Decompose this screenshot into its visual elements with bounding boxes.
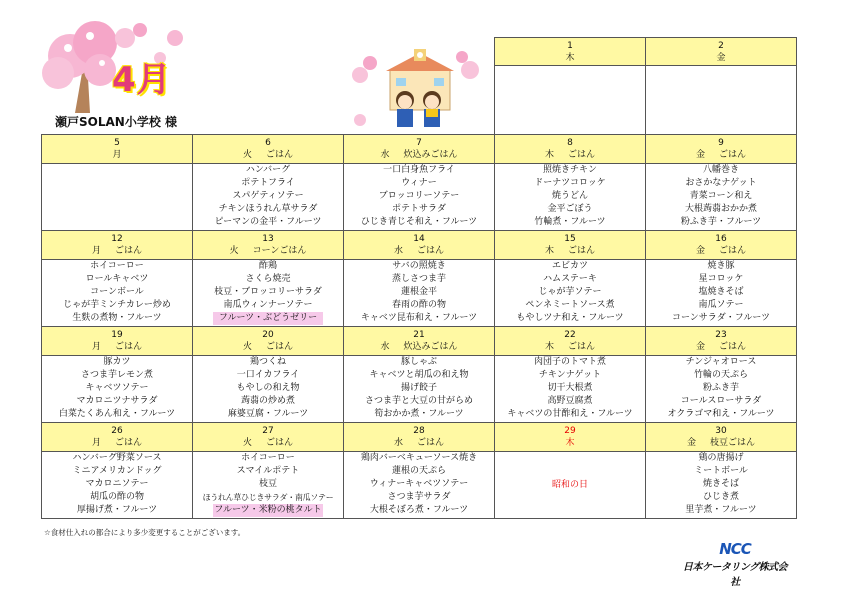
day-number: 23 bbox=[715, 330, 727, 340]
menu-item: ミートボール bbox=[694, 466, 748, 476]
weekday: 月 bbox=[91, 342, 101, 352]
menu-item: ドーナツコロッケ bbox=[534, 178, 606, 188]
day-number: 2 bbox=[718, 41, 724, 51]
rice-label: コーンごはん bbox=[252, 246, 307, 256]
menu-item: 胡瓜の酢の物 bbox=[89, 492, 144, 502]
menu-item: 豚カツ bbox=[103, 357, 131, 367]
company-name: 日本ケータリング株式会社 bbox=[682, 562, 788, 588]
menu-item: チキンほうれん草サラダ bbox=[218, 204, 318, 214]
weekday: 木 bbox=[544, 342, 554, 352]
day-number: 12 bbox=[111, 234, 123, 244]
menu-item: さつま芋サラダ bbox=[387, 492, 451, 502]
menu-item: さつま芋レモン煮 bbox=[80, 370, 153, 380]
footnote: ☆食材仕入れの都合により多少変更することがございます。 bbox=[44, 528, 246, 537]
weekday: 金 bbox=[695, 150, 705, 160]
menu-item: 切干大根煮 bbox=[547, 383, 593, 393]
menu-item: コーンボール bbox=[90, 287, 144, 297]
day-number: 19 bbox=[111, 330, 123, 340]
menu-item: 白菜たくあん和え・フルーツ bbox=[58, 409, 176, 419]
empty-cell bbox=[42, 66, 193, 135]
menu-item: オクラゴマ和え・フルーツ bbox=[667, 409, 775, 419]
rice-label: 炊込みごはん bbox=[403, 150, 458, 160]
day-header bbox=[193, 423, 344, 452]
day-header bbox=[344, 423, 495, 452]
menu-item: 揚げ餃子 bbox=[400, 383, 437, 393]
day-header bbox=[193, 231, 344, 260]
menu-item: 蒸しさつま芋 bbox=[391, 274, 446, 284]
menu-item: ポテトフライ bbox=[241, 178, 295, 188]
menu-item: 枝豆・ブロッコリーサラダ bbox=[214, 287, 322, 297]
menu-item: チキンナゲット bbox=[538, 370, 602, 380]
rice-label: ごはん bbox=[719, 342, 747, 352]
menu-item: 星コロッケ bbox=[698, 274, 744, 284]
day-header bbox=[344, 135, 495, 164]
menu-item: さくら焼売 bbox=[245, 274, 291, 284]
menu-item: 筍おかか煮・フルーツ bbox=[374, 409, 464, 419]
menu-item: 照焼きチキン bbox=[543, 165, 597, 175]
menu-item: ハンバーグ bbox=[245, 165, 291, 175]
menu-item: 金平ごぼう bbox=[547, 204, 593, 214]
menu-item: スパゲティソテー bbox=[232, 191, 304, 201]
menu-item: 八幡巻き bbox=[702, 165, 739, 175]
menu-item: ハンバーグ野菜ソース bbox=[72, 453, 162, 463]
day-header bbox=[193, 327, 344, 356]
menu-cell bbox=[193, 260, 344, 327]
menu-item: ほうれん草ひじきサラダ・南瓜ソテー bbox=[202, 493, 334, 502]
menu-cell bbox=[495, 164, 646, 231]
menu-item: 酢鶏 bbox=[258, 261, 277, 271]
menu-item: 鶏つくね bbox=[249, 357, 286, 367]
day-number: 30 bbox=[715, 426, 727, 436]
menu-item: ひじき煮 bbox=[702, 492, 739, 502]
day-number: 14 bbox=[413, 234, 425, 244]
menu-item: 肉団子のトマト煮 bbox=[533, 357, 606, 367]
rice-label: 枝豆ごはん bbox=[710, 438, 756, 448]
weekday: 金 bbox=[695, 246, 705, 256]
menu-item: ホイコーロー bbox=[90, 261, 144, 271]
menu-cell bbox=[646, 164, 797, 231]
day-number: 28 bbox=[413, 426, 425, 436]
day-number: 20 bbox=[262, 330, 274, 340]
menu-item: もやしツナ和え・フルーツ bbox=[516, 313, 624, 323]
menu-item: 麻婆豆腐・フルーツ bbox=[227, 409, 309, 419]
menu-item: 大根そぼろ煮・フルーツ bbox=[369, 505, 469, 515]
menu-item: マカロニソテー bbox=[85, 479, 149, 489]
rice-label: ごはん bbox=[115, 438, 143, 448]
menu-item: 高野豆腐煮 bbox=[547, 396, 593, 406]
menu-item: 一口白身魚フライ bbox=[383, 165, 455, 175]
weekday: 金 bbox=[716, 53, 726, 63]
menu-cell bbox=[646, 452, 797, 519]
day-header bbox=[42, 231, 193, 260]
menu-cell bbox=[344, 260, 495, 327]
day-header bbox=[344, 231, 495, 260]
menu-item: 豚しゃぶ bbox=[400, 357, 437, 367]
company-logo bbox=[680, 540, 790, 588]
menu-cell bbox=[495, 452, 646, 519]
weekday: 金 bbox=[695, 342, 705, 352]
day-header bbox=[646, 423, 797, 452]
menu-item: キャベツと胡瓜の和え物 bbox=[369, 370, 469, 380]
menu-item: 枝豆 bbox=[258, 479, 277, 489]
menu-item: スマイルポテト bbox=[236, 466, 300, 476]
weekday: 火 bbox=[229, 246, 239, 256]
day-number: 6 bbox=[265, 138, 271, 148]
lunch-calendar bbox=[41, 37, 797, 519]
menu-cell bbox=[344, 356, 495, 423]
day-header bbox=[42, 423, 193, 452]
menu-item: 鶏肉バーベキューソース焼き bbox=[360, 453, 478, 463]
menu-item: ポテトサラダ bbox=[392, 204, 446, 214]
day-header bbox=[495, 423, 646, 452]
day-header bbox=[42, 135, 193, 164]
day-number: 15 bbox=[564, 234, 576, 244]
menu-item: 春雨の酢の物 bbox=[391, 300, 446, 310]
menu-item: 厚揚げ煮・フルーツ bbox=[76, 505, 158, 515]
weekday: 水 bbox=[393, 438, 403, 448]
menu-item: ミニアメリカンドッグ bbox=[72, 466, 162, 476]
menu-item: ピーマンの金平・フルーツ bbox=[214, 217, 322, 227]
day-number: 7 bbox=[416, 138, 422, 148]
menu-item: 蓮根の天ぷら bbox=[391, 466, 446, 476]
day-number: 13 bbox=[262, 234, 274, 244]
menu-item: キャベツ昆布和え・フルーツ bbox=[360, 313, 478, 323]
menu-item: 南瓜ウィンナーソテー bbox=[223, 300, 313, 310]
empty-cell bbox=[42, 38, 193, 66]
menu-item: 鶏の唐揚げ bbox=[698, 453, 744, 463]
day-number: 1 bbox=[567, 41, 573, 51]
day-header bbox=[495, 135, 646, 164]
day-header bbox=[495, 231, 646, 260]
menu-cell bbox=[646, 356, 797, 423]
menu-item: 粉ふき芋 bbox=[702, 383, 739, 393]
menu-cell bbox=[42, 452, 193, 519]
menu-item: 南瓜ソテー bbox=[698, 300, 744, 310]
rice-label: ごはん bbox=[115, 246, 143, 256]
weekday: 水 bbox=[380, 150, 390, 160]
company-logo-mark: NCC bbox=[719, 540, 751, 558]
menu-cell-empty bbox=[495, 66, 646, 135]
weekday: 金 bbox=[686, 438, 696, 448]
rice-label: ごはん bbox=[568, 150, 596, 160]
rice-label: ごはん bbox=[568, 246, 596, 256]
rice-label: ごはん bbox=[417, 246, 445, 256]
rice-label: ごはん bbox=[266, 438, 294, 448]
weekday: 火 bbox=[242, 150, 252, 160]
day-header bbox=[646, 135, 797, 164]
empty-cell bbox=[193, 66, 344, 135]
weekday: 水 bbox=[380, 342, 390, 352]
weekday: 水 bbox=[393, 246, 403, 256]
menu-item: 竹輪の天ぷら bbox=[693, 370, 748, 380]
menu-item: ハムステーキ bbox=[543, 274, 597, 284]
menu-item: チンジャオロース bbox=[685, 357, 757, 367]
menu-item: 焼きそば bbox=[702, 479, 739, 489]
rice-label: ごはん bbox=[266, 342, 294, 352]
day-header bbox=[646, 327, 797, 356]
empty-cell bbox=[344, 38, 495, 66]
weekday: 木 bbox=[565, 438, 575, 448]
weekday: 木 bbox=[544, 150, 554, 160]
menu-item: フルーツ・ぶどうゼリー bbox=[213, 312, 323, 325]
menu-item: サバの照焼き bbox=[392, 261, 446, 271]
rice-label: ごはん bbox=[719, 246, 747, 256]
weekday: 木 bbox=[544, 246, 554, 256]
rice-label: 炊込みごはん bbox=[403, 342, 458, 352]
day-header bbox=[344, 327, 495, 356]
menu-item: ホイコーロー bbox=[241, 453, 295, 463]
menu-item: 生麩の煮物・フルーツ bbox=[72, 313, 162, 323]
menu-item: 一口イカフライ bbox=[236, 370, 300, 380]
day-number: 27 bbox=[262, 426, 274, 436]
menu-item: じゃが芋ミンチカレー炒め bbox=[63, 300, 171, 310]
school-name: 瀬戸SOLAN小学校 様 bbox=[55, 115, 177, 129]
menu-item: マカロニツナサラダ bbox=[76, 396, 158, 406]
day-header bbox=[495, 327, 646, 356]
month-title: 4月 bbox=[112, 60, 172, 100]
weekday: 木 bbox=[565, 53, 575, 63]
menu-cell bbox=[42, 356, 193, 423]
weekday: 月 bbox=[91, 246, 101, 256]
day-header bbox=[193, 135, 344, 164]
rice-label: ごはん bbox=[417, 438, 445, 448]
menu-cell bbox=[495, 356, 646, 423]
day-header bbox=[42, 327, 193, 356]
menu-item: じゃが芋ソテー bbox=[538, 287, 602, 297]
menu-cell-empty bbox=[646, 66, 797, 135]
day-number: 5 bbox=[114, 138, 120, 148]
day-header bbox=[495, 38, 646, 66]
menu-item: 焼き豚 bbox=[707, 261, 735, 271]
menu-item: 里芋煮・フルーツ bbox=[685, 505, 757, 515]
empty-cell bbox=[193, 38, 344, 66]
menu-item: キャベツソテー bbox=[85, 383, 149, 393]
menu-cell bbox=[193, 164, 344, 231]
day-number: 26 bbox=[111, 426, 123, 436]
rice-label: ごはん bbox=[266, 150, 294, 160]
menu-item: ウィナー bbox=[401, 178, 437, 188]
menu-cell bbox=[646, 260, 797, 327]
menu-item: ウィナーキャベツソテー bbox=[369, 479, 469, 489]
day-number: 16 bbox=[715, 234, 727, 244]
weekday: 火 bbox=[242, 438, 252, 448]
weekday: 月 bbox=[112, 150, 122, 160]
menu-cell bbox=[193, 356, 344, 423]
menu-item: エビカツ bbox=[551, 261, 588, 271]
day-number: 29 bbox=[564, 426, 576, 436]
menu-item: 大根蒟蒻おかか煮 bbox=[684, 204, 757, 214]
menu-item: おさかなナゲット bbox=[685, 178, 757, 188]
day-number: 21 bbox=[413, 330, 425, 340]
day-number: 22 bbox=[564, 330, 576, 340]
empty-cell bbox=[344, 66, 495, 135]
menu-item: キャベツの甘酢和え・フルーツ bbox=[507, 409, 633, 419]
menu-cell bbox=[42, 164, 193, 231]
menu-cell bbox=[495, 260, 646, 327]
day-header bbox=[646, 38, 797, 66]
holiday-name: 昭和の日 bbox=[551, 480, 588, 490]
menu-cell bbox=[344, 164, 495, 231]
menu-item: ロールキャベツ bbox=[85, 274, 149, 284]
menu-item: 青菜コーン和え bbox=[689, 191, 753, 201]
menu-item: フルーツ・米粉の桃タルト bbox=[214, 505, 322, 515]
menu-item: もやしの和え物 bbox=[236, 383, 300, 393]
weekday: 火 bbox=[242, 342, 252, 352]
menu-item: 蒟蒻の炒め煮 bbox=[240, 396, 295, 406]
day-number: 9 bbox=[718, 138, 724, 148]
menu-item: ひじき青じそ和え・フルーツ bbox=[360, 217, 478, 227]
rice-label: ごはん bbox=[568, 342, 596, 352]
menu-item: 蓮根金平 bbox=[400, 287, 437, 297]
day-number: 8 bbox=[567, 138, 573, 148]
rice-label: ごはん bbox=[115, 342, 143, 352]
weekday: 月 bbox=[91, 438, 101, 448]
menu-cell bbox=[42, 260, 193, 327]
menu-cell bbox=[344, 452, 495, 519]
menu-item: ブロッコリーソテー bbox=[378, 191, 460, 201]
menu-item: コールスローサラダ bbox=[680, 396, 762, 406]
menu-item: 竹輪煮・フルーツ bbox=[534, 217, 606, 227]
menu-item: 焼うどん bbox=[551, 191, 588, 201]
menu-item: コーンサラダ・フルーツ bbox=[671, 313, 770, 323]
menu-cell bbox=[193, 452, 344, 519]
menu-item: 塩焼きそば bbox=[698, 287, 744, 297]
menu-item: さつま芋と大豆の甘がらめ bbox=[364, 396, 473, 406]
day-header bbox=[646, 231, 797, 260]
rice-label: ごはん bbox=[719, 150, 747, 160]
menu-item: ペンネミートソース煮 bbox=[525, 300, 615, 310]
menu-item: 粉ふき芋・フルーツ bbox=[680, 217, 762, 227]
